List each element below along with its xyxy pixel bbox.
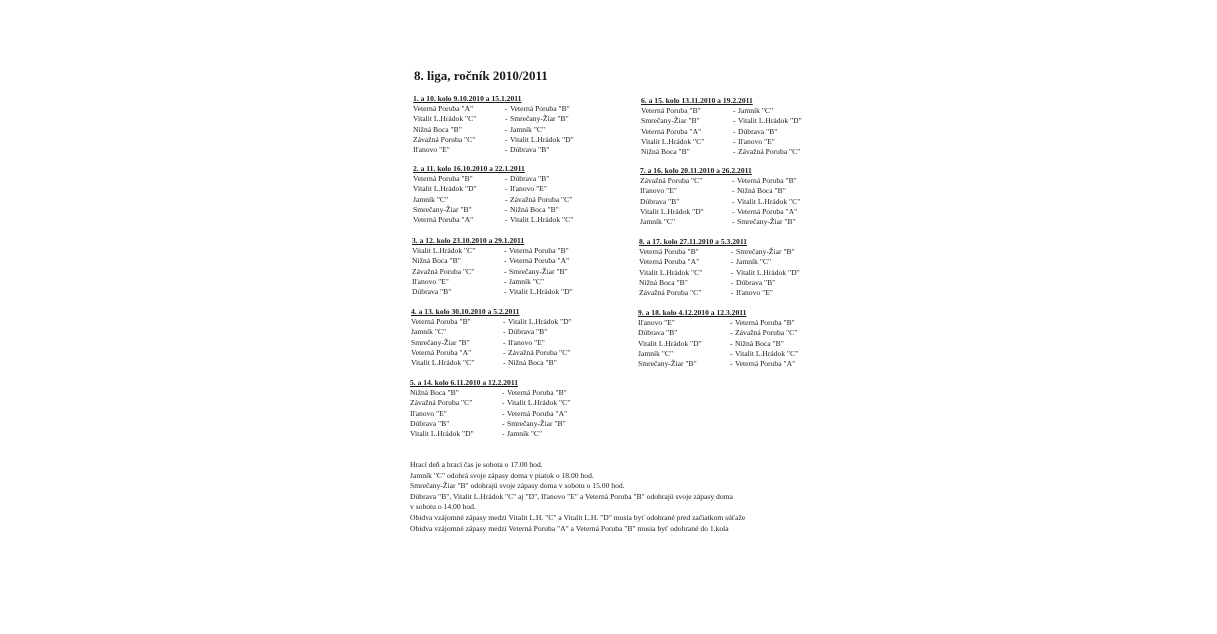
match-dash: - <box>503 358 506 368</box>
match-dash: - <box>730 318 733 327</box>
match-dash: - <box>505 134 508 144</box>
match-dash: - <box>731 257 734 267</box>
match-row <box>641 137 841 147</box>
match-row <box>641 106 841 116</box>
away-team: Iľanovo "E" <box>510 184 547 194</box>
note-line: v sobotu o 14.00 hod. <box>410 502 476 512</box>
away-team: Smrečany-Žiar "B" <box>510 114 569 124</box>
home-team: Veterná Poruba "B" <box>413 174 473 183</box>
match-dash: - <box>732 206 735 216</box>
home-team: Veterná Poruba "B" <box>641 106 701 115</box>
match-dash: - <box>502 429 505 439</box>
away-team: Dúbrava "B" <box>508 327 548 337</box>
match-row <box>413 205 613 215</box>
home-team: Smrečany-Žiar "B" <box>641 116 700 126</box>
match-row <box>639 247 839 257</box>
home-team: Závažná Poruba "C" <box>639 288 702 298</box>
away-team: Jamník "C" <box>510 124 546 134</box>
match-row <box>410 398 610 408</box>
home-team: Veterná Poruba "A" <box>413 104 474 113</box>
round-heading: 2. a 11. kolo 16.10.2010 a 22.1.2011 <box>413 164 525 173</box>
note-line: Jamník "C" odohrá svoje zápasy doma v piatok o 18.00 hod. <box>410 470 594 480</box>
match-dash: - <box>731 288 734 298</box>
home-team: Jamník "C" <box>411 327 447 337</box>
match-row <box>413 114 613 124</box>
round-block <box>638 308 838 369</box>
match-dash: - <box>732 217 735 227</box>
home-team: Veterná Poruba "A" <box>639 257 700 267</box>
match-row <box>413 145 613 155</box>
home-team: Smrečany-Žiar "B" <box>411 337 470 347</box>
match-dash: - <box>732 196 735 206</box>
match-row <box>638 328 838 338</box>
match-row <box>410 388 610 398</box>
home-team: Iľanovo "E" <box>640 186 677 196</box>
away-team: Vitalit L.Hrádok "D" <box>509 287 573 297</box>
round-heading: 7. a 16. kolo 20.11.2010 a 26.2.2011 <box>640 166 752 175</box>
match-dash: - <box>504 256 507 266</box>
home-team: Závažná Poruba "C" <box>412 266 475 276</box>
away-team: Vitalit L.Hrádok "D" <box>738 116 802 126</box>
away-team: Závažná Poruba "C" <box>738 147 801 157</box>
match-row <box>412 256 612 266</box>
match-row <box>411 348 611 358</box>
away-team: Veterná Poruba "B" <box>510 104 570 113</box>
match-dash: - <box>732 176 735 185</box>
match-row <box>413 104 613 114</box>
match-row <box>413 195 613 205</box>
away-team: Veterná Poruba "A" <box>735 359 796 369</box>
match-row <box>411 338 611 348</box>
away-team: Jamník "C" <box>509 276 545 286</box>
round-heading: 3. a 12. kolo 23.10.2010 a 29.1.2011 <box>412 236 525 245</box>
home-team: Dúbrava "B" <box>638 328 678 338</box>
away-team: Vitalit L.Hrádok "C" <box>737 196 801 206</box>
away-team: Vitalit L.Hrádok "D" <box>508 317 572 326</box>
match-dash: - <box>505 204 508 214</box>
home-team: Veterná Poruba "B" <box>411 317 471 326</box>
away-team: Iľanovo "E" <box>738 136 775 146</box>
home-team: Závažná Poruba "C" <box>410 398 473 408</box>
match-dash: - <box>504 246 507 255</box>
note-line: Smrečany-Žiar "B" odohrajú svoje zápasy doma v sobotu o 15.00 hod. <box>410 481 625 491</box>
match-row <box>638 339 838 349</box>
match-row <box>412 287 612 297</box>
match-row <box>641 147 841 157</box>
match-dash: - <box>505 215 508 225</box>
match-row <box>410 419 610 429</box>
match-dash: - <box>505 104 508 113</box>
away-team: Iľanovo "E" <box>508 337 545 347</box>
away-team: Veterná Poruba "B" <box>737 176 797 185</box>
match-dash: - <box>733 126 736 136</box>
match-row <box>639 257 839 267</box>
away-team: Nižná Boca "B" <box>510 204 559 214</box>
match-dash: - <box>731 247 734 256</box>
away-team: Vitalit L.Hrádok "D" <box>736 267 800 277</box>
home-team: Nižná Boca "B" <box>410 388 459 397</box>
away-team: Smrečany-Žiar "B" <box>507 418 566 428</box>
match-dash: - <box>730 348 733 358</box>
home-team: Iľanovo "E" <box>413 145 450 155</box>
away-team: Jamník "C" <box>507 429 543 439</box>
home-team: Vitalit L.Hrádok "C" <box>413 114 477 124</box>
home-team: Smrečany-Žiar "B" <box>638 359 697 369</box>
match-dash: - <box>731 277 734 287</box>
home-team: Jamník "C" <box>638 348 674 358</box>
round-heading: 1. a 10. kolo 9.10.2010 a 15.1.2011 <box>413 94 522 103</box>
note-line: Obidva vzájomné zápasy medzi Vitalit L.H. "C" a Vitalit L.H. "D" musia byť odohrané pred začiatkom súťaže <box>410 512 746 522</box>
note-line: Hrací deň a hrací čas je sobota o 17.00 hod. <box>410 460 543 469</box>
away-team: Vitalit L.Hrádok "D" <box>510 134 574 144</box>
home-team: Vitalit L.Hrádok "C" <box>639 267 703 277</box>
away-team: Smrečany-Žiar "B" <box>736 247 795 256</box>
home-team: Vitalit L.Hrádok "C" <box>641 136 705 146</box>
match-dash: - <box>503 347 506 357</box>
match-dash: - <box>733 147 736 157</box>
round-block <box>641 96 841 157</box>
home-team: Nižná Boca "B" <box>413 124 462 134</box>
away-team: Smrečany-Žiar "B" <box>737 217 796 227</box>
round-heading: 4. a 13. kolo 30.10.2010 a 5.2.2011 <box>411 307 520 316</box>
match-dash: - <box>505 194 508 204</box>
match-dash: - <box>503 317 506 326</box>
round-block <box>410 378 610 439</box>
match-row <box>640 217 840 227</box>
match-dash: - <box>502 388 505 397</box>
away-team: Veterná Poruba "B" <box>509 246 569 255</box>
match-row <box>412 246 612 256</box>
match-dash: - <box>730 328 733 338</box>
round-block <box>413 164 613 225</box>
match-row <box>413 174 613 184</box>
match-row <box>639 278 839 288</box>
away-team: Dúbrava "B" <box>510 174 550 183</box>
away-team: Vitalit L.Hrádok "C" <box>510 215 574 225</box>
home-team: Iľanovo "E" <box>638 318 675 327</box>
match-row <box>638 349 838 359</box>
match-row <box>639 288 839 298</box>
match-dash: - <box>733 136 736 146</box>
home-team: Dúbrava "B" <box>412 287 452 297</box>
match-row <box>413 125 613 135</box>
away-team: Vitalit L.Hrádok "C" <box>507 398 571 408</box>
match-row <box>411 358 611 368</box>
home-team: Dúbrava "B" <box>640 196 680 206</box>
match-dash: - <box>504 287 507 297</box>
page-title: 8. liga, ročník 2010/2011 <box>414 68 548 83</box>
match-dash: - <box>505 124 508 134</box>
away-team: Dúbrava "B" <box>736 277 776 287</box>
match-dash: - <box>505 184 508 194</box>
home-team: Veterná Poruba "A" <box>411 347 472 357</box>
home-team: Vitalit L.Hrádok "D" <box>410 429 474 439</box>
match-row <box>410 429 610 439</box>
match-dash: - <box>505 114 508 124</box>
home-team: Nižná Boca "B" <box>641 147 690 157</box>
round-heading: 9. a 18. kolo 4.12.2010 a 12.3.2011 <box>638 308 747 317</box>
match-row <box>638 359 838 369</box>
match-row <box>410 409 610 419</box>
home-team: Vitalit L.Hrádok "D" <box>638 338 702 348</box>
round-block <box>412 236 612 297</box>
home-team: Iľanovo "E" <box>410 408 447 418</box>
match-row <box>412 277 612 287</box>
away-team: Veterná Poruba "A" <box>507 408 568 418</box>
home-team: Iľanovo "E" <box>412 276 449 286</box>
match-row <box>640 186 840 196</box>
match-dash: - <box>503 327 506 337</box>
notes-block <box>410 460 830 534</box>
round-heading: 5. a 14. kolo 6.11.2010 a 12.2.2011 <box>410 378 519 387</box>
match-dash: - <box>502 398 505 408</box>
away-team: Nižná Boca "B" <box>508 358 557 368</box>
away-team: Veterná Poruba "B" <box>735 318 795 327</box>
match-dash: - <box>732 186 735 196</box>
away-team: Dúbrava "B" <box>510 145 550 155</box>
away-team: Vitalit L.Hrádok "C" <box>735 348 799 358</box>
home-team: Jamník "C" <box>640 217 676 227</box>
match-dash: - <box>733 116 736 126</box>
away-team: Závažná Poruba "C" <box>735 328 798 338</box>
match-row <box>413 184 613 194</box>
away-team: Jamník "C" <box>738 106 774 115</box>
away-team: Závažná Poruba "C" <box>508 347 571 357</box>
home-team: Nižná Boca "B" <box>639 277 688 287</box>
match-dash: - <box>730 338 733 348</box>
home-team: Vitalit L.Hrádok "C" <box>412 246 476 255</box>
away-team: Veterná Poruba "A" <box>737 206 798 216</box>
away-team: Smrečany-Žiar "B" <box>509 266 568 276</box>
home-team: Veterná Poruba "A" <box>413 215 474 225</box>
match-row <box>641 116 841 126</box>
home-team: Smrečany-Žiar "B" <box>413 204 472 214</box>
round-heading: 8. a 17. kolo 27.11.2010 a 5.3.2011 <box>639 237 748 246</box>
match-dash: - <box>505 174 508 183</box>
round-block <box>413 94 613 155</box>
round-heading: 6. a 15. kolo 13.11.2010 a 19.2.2011 <box>641 96 753 105</box>
away-team: Veterná Poruba "A" <box>509 256 570 266</box>
away-team: Veterná Poruba "B" <box>507 388 567 397</box>
match-row <box>411 317 611 327</box>
away-team: Nižná Boca "B" <box>735 338 784 348</box>
match-row <box>413 135 613 145</box>
round-block <box>640 166 840 227</box>
away-team: Jamník "C" <box>736 257 772 267</box>
round-block <box>639 237 839 298</box>
home-team: Veterná Poruba "A" <box>641 126 702 136</box>
match-row <box>413 215 613 225</box>
home-team: Jamník "C" <box>413 194 449 204</box>
away-team: Dúbrava "B" <box>738 126 778 136</box>
match-dash: - <box>731 267 734 277</box>
round-block <box>411 307 611 368</box>
home-team: Veterná Poruba "B" <box>639 247 699 256</box>
home-team: Vitalit L.Hrádok "D" <box>640 206 704 216</box>
home-team: Nižná Boca "B" <box>412 256 461 266</box>
match-dash: - <box>502 408 505 418</box>
match-row <box>639 268 839 278</box>
match-row <box>640 207 840 217</box>
match-row <box>641 127 841 137</box>
match-dash: - <box>504 276 507 286</box>
note-line: Obidva vzájomné zápasy medzi Veterná Poruba "A" a Veterná Poruba "B" musia byť odohrané do 1.kola <box>410 523 729 533</box>
match-dash: - <box>503 337 506 347</box>
match-row <box>411 327 611 337</box>
match-dash: - <box>502 418 505 428</box>
match-dash: - <box>505 145 508 155</box>
away-team: Iľanovo "E" <box>736 288 773 298</box>
note-line: Dúbrava "B", Vitalit L.Hrádok "C" aj "D", Iľanovo "E" a Veterná Poruba "B" odohrajú svoje zápasy doma <box>410 491 733 501</box>
home-team: Závažná Poruba "C" <box>640 176 703 185</box>
home-team: Vitalit L.Hrádok "C" <box>411 358 475 368</box>
match-row <box>640 197 840 207</box>
match-dash: - <box>730 359 733 369</box>
match-row <box>640 176 840 186</box>
match-dash: - <box>733 106 736 115</box>
match-dash: - <box>504 266 507 276</box>
home-team: Dúbrava "B" <box>410 418 450 428</box>
home-team: Závažná Poruba "C" <box>413 134 476 144</box>
home-team: Vitalit L.Hrádok "D" <box>413 184 477 194</box>
away-team: Závažná Poruba "C" <box>510 194 573 204</box>
match-row <box>638 318 838 328</box>
away-team: Nižná Boca "B" <box>737 186 786 196</box>
match-row <box>412 267 612 277</box>
